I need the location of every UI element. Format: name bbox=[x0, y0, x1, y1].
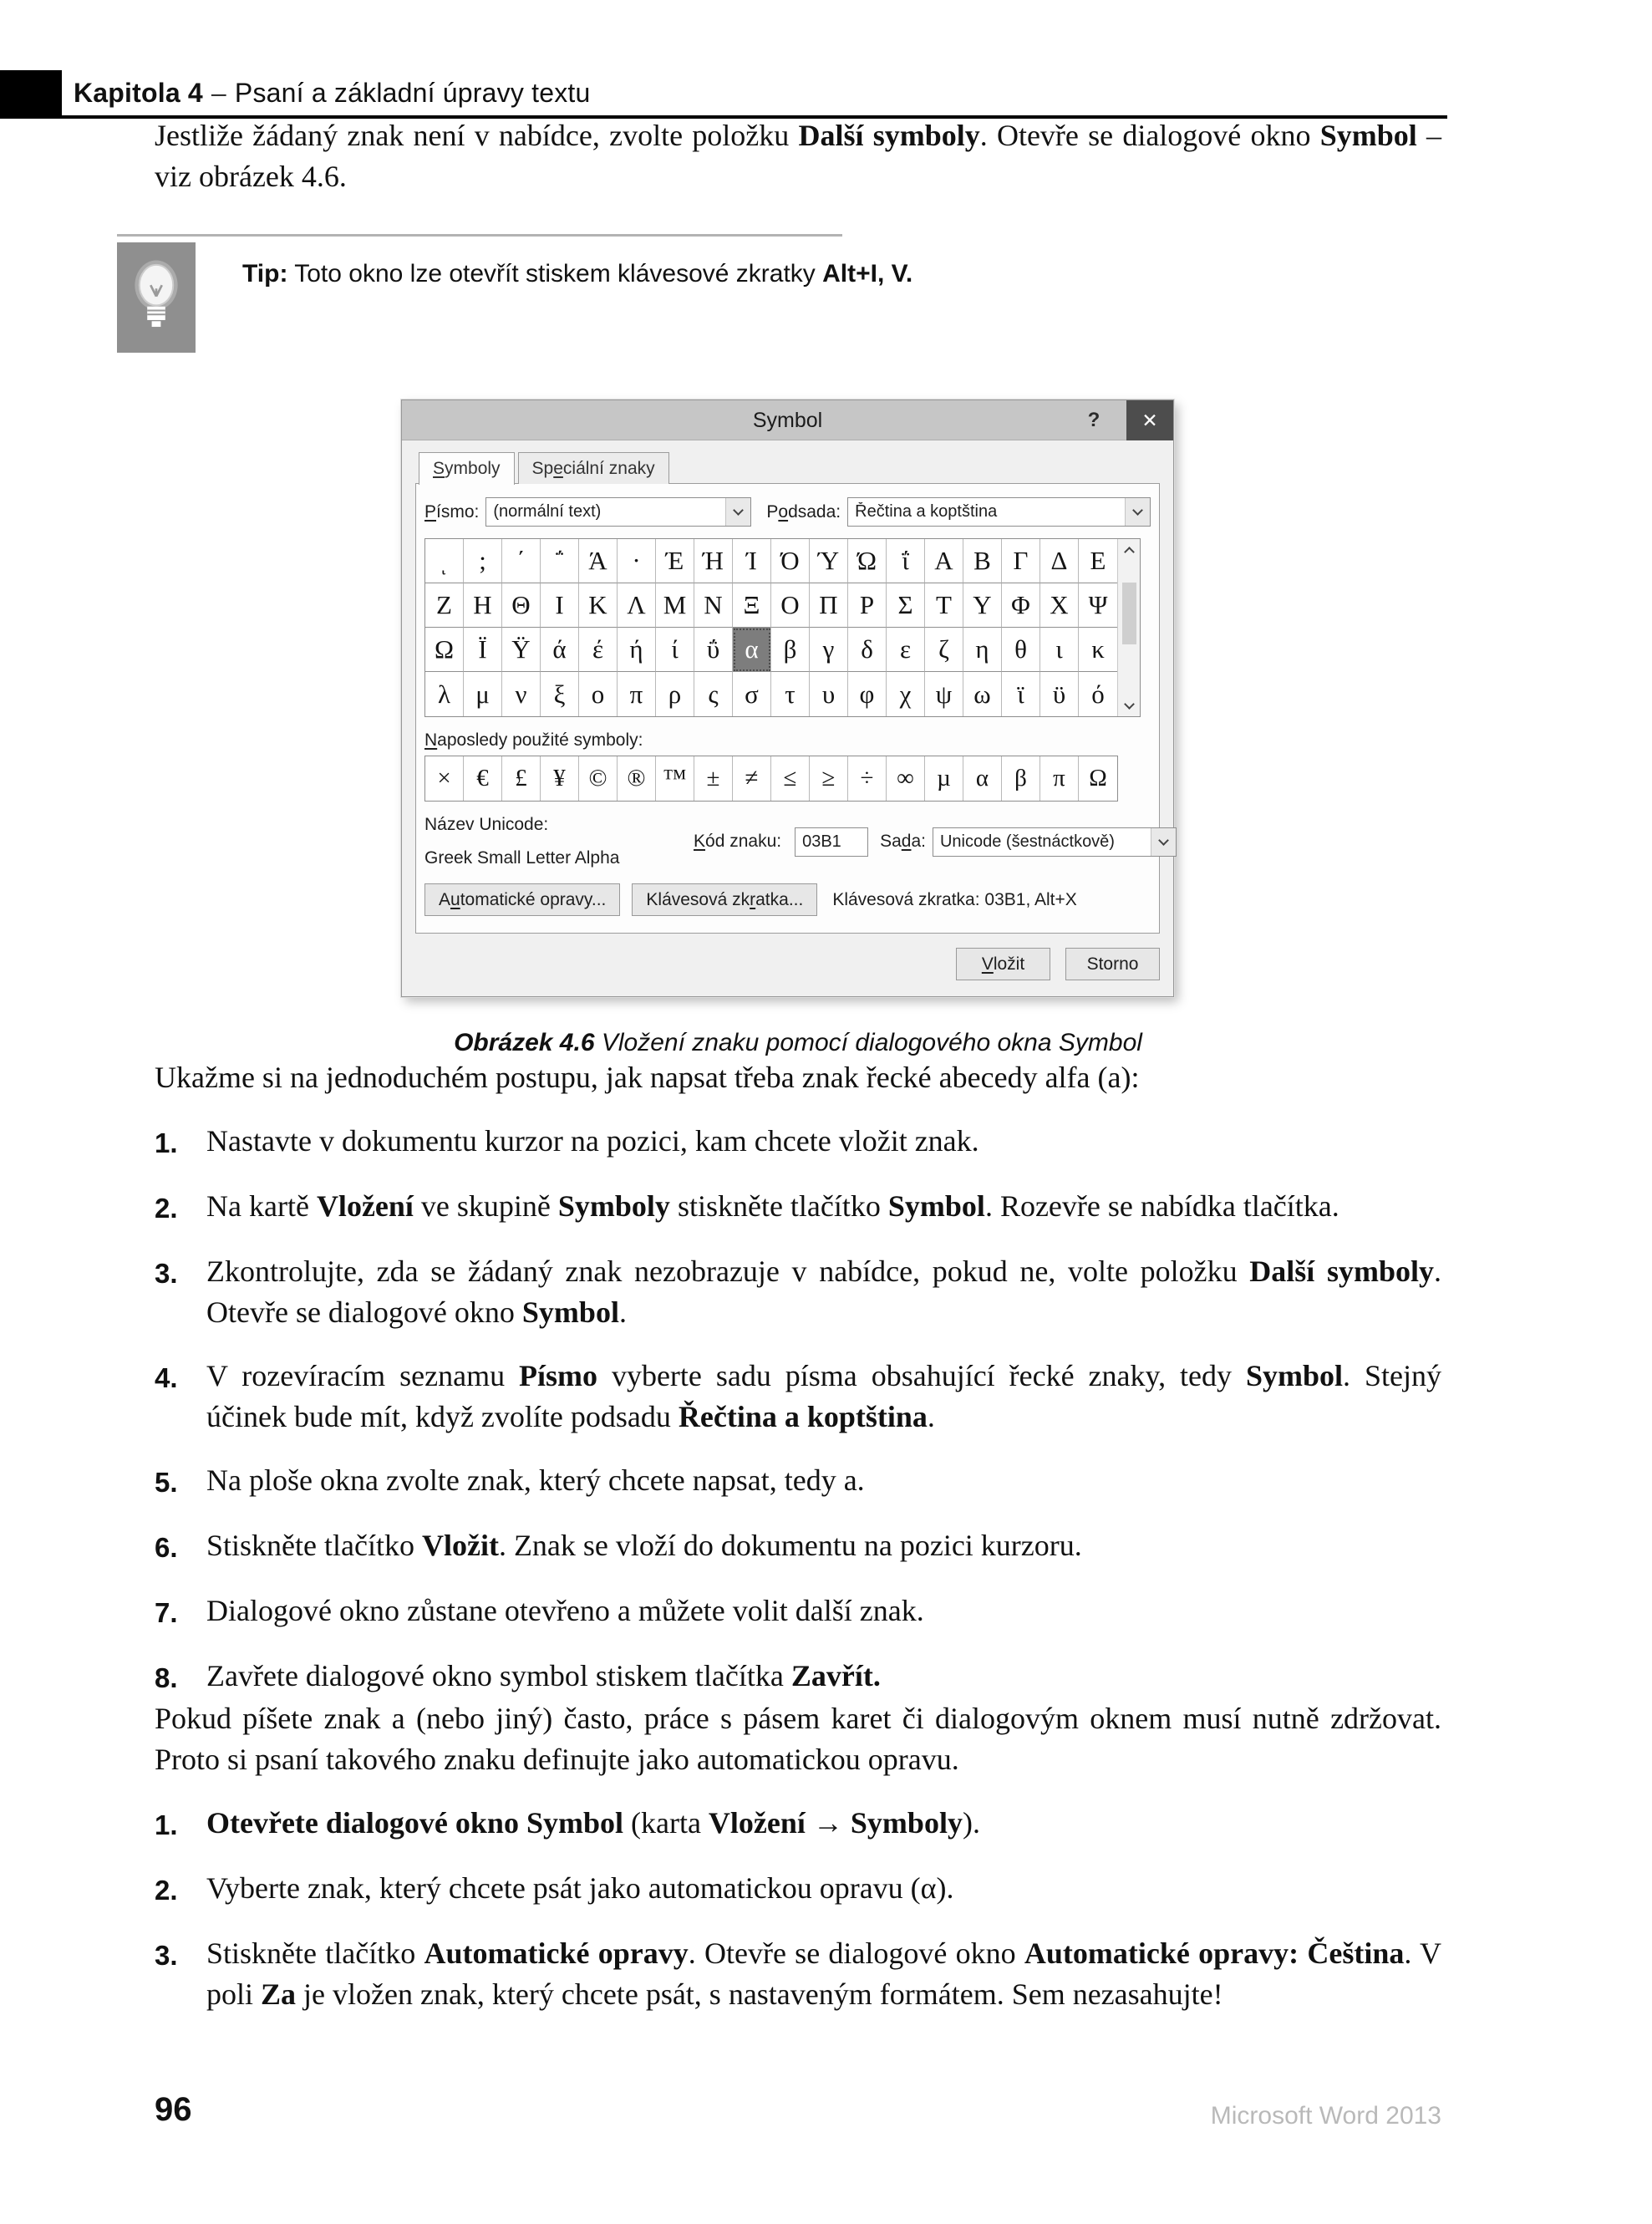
recent-symbol-cell[interactable]: £ bbox=[502, 756, 541, 801]
list-item-text: Zkontrolujte, zda se žádaný znak nezobrazuje v nabídce, pokud ne, volte položku Další symboly. Otevře se dialogové okno Symbol. bbox=[206, 1254, 1441, 1329]
recent-symbol-cell[interactable]: ∞ bbox=[887, 756, 925, 801]
recent-symbol-cell[interactable]: ™ bbox=[656, 756, 694, 801]
symbol-cell[interactable]: ΄ bbox=[502, 539, 541, 583]
list-item-text: Nastavte v dokumentu kurzor na pozici, kam chcete vložit znak. bbox=[206, 1124, 979, 1158]
symbol-cell[interactable]: Ϋ bbox=[502, 628, 541, 672]
symbol-cell[interactable]: ϋ bbox=[1040, 672, 1079, 716]
recent-symbol-cell[interactable]: © bbox=[579, 756, 618, 801]
list-item-text: Stiskněte tlačítko Vložit. Znak se vloží do dokumentu na pozici kurzoru. bbox=[206, 1529, 1082, 1562]
chapter-title: Psaní a základní úpravy textu bbox=[234, 78, 591, 108]
list-number: 4. bbox=[155, 1362, 178, 1393]
symbol-cell[interactable]: Ϊ bbox=[464, 628, 502, 672]
unicode-name-block bbox=[424, 815, 694, 868]
close-button[interactable]: ✕ bbox=[1126, 400, 1173, 440]
character-code-input[interactable]: 03B1 bbox=[795, 827, 868, 857]
symbol-grid[interactable] bbox=[425, 539, 1117, 716]
list-item bbox=[155, 1656, 1441, 1698]
subset-combobox[interactable] bbox=[847, 497, 1151, 527]
font-subset-row bbox=[424, 497, 1151, 527]
intro-paragraph: Jestliže žádaný znak není v nabídce, zvolte položku Další symboly. Otevře se dialogové okno Symbol – viz obrázek 4.6. bbox=[155, 119, 1441, 193]
figure-caption bbox=[155, 1029, 1441, 1057]
symbol-cell[interactable]: ς bbox=[694, 672, 733, 716]
symbol-cell[interactable]: ρ bbox=[656, 672, 694, 716]
set-combobox-dropdown[interactable] bbox=[1151, 828, 1176, 856]
symbol-cell[interactable]: ΅ bbox=[541, 539, 579, 583]
list-item bbox=[155, 1251, 1441, 1333]
subset-label: Podsada: bbox=[766, 501, 841, 522]
symbol-cell[interactable]: Ώ bbox=[848, 539, 887, 583]
symbol-cell[interactable]: Ο bbox=[771, 583, 810, 628]
scrollbar-thumb[interactable] bbox=[1122, 583, 1136, 644]
symbol-cell[interactable]: Σ bbox=[887, 583, 925, 628]
symbol-cell[interactable]: · bbox=[618, 539, 656, 583]
paragraph-ukazme: Ukažme si na jednoduchém postupu, jak napsat třeba znak řecké abecedy alfa (a): bbox=[155, 1061, 1140, 1094]
symbol-cell[interactable]: Ί bbox=[733, 539, 771, 583]
symbols-tab-page bbox=[415, 483, 1160, 934]
character-code-label: Kód znaku: bbox=[694, 832, 782, 851]
symbol-cell[interactable]: σ bbox=[733, 672, 771, 716]
chevron-down-icon bbox=[733, 505, 744, 516]
symbol-cell[interactable]: Χ bbox=[1040, 583, 1079, 628]
list-item bbox=[155, 1590, 1441, 1633]
steps-list-2 bbox=[155, 1803, 1441, 2015]
symbol-cell[interactable]: Κ bbox=[579, 583, 618, 628]
unicode-name-label: Název Unicode: bbox=[424, 815, 549, 834]
symbol-cell[interactable]: ϊ bbox=[1002, 672, 1040, 716]
symbol-cell[interactable]: ξ bbox=[541, 672, 579, 716]
symbol-grid-scrollbar[interactable] bbox=[1117, 539, 1140, 716]
chevron-up-icon bbox=[1124, 547, 1135, 557]
symbol-cell[interactable]: ΰ bbox=[694, 628, 733, 672]
list-item-text: Dialogové okno zůstane otevřeno a můžete volit další znak. bbox=[206, 1594, 924, 1627]
symbol-cell[interactable]: ψ bbox=[925, 672, 963, 716]
recent-symbols-row[interactable] bbox=[424, 756, 1118, 802]
symbol-cell[interactable]: Ψ bbox=[1079, 583, 1117, 628]
symbol-cell[interactable]: Ά bbox=[579, 539, 618, 583]
insert-button[interactable]: V ložit bbox=[956, 948, 1050, 980]
symbol-cell[interactable]: π bbox=[618, 672, 656, 716]
font-combobox[interactable] bbox=[485, 497, 751, 527]
tip-box bbox=[117, 234, 1441, 359]
symbol-cell[interactable]: Π bbox=[810, 583, 848, 628]
tip-text: Tip: Toto okno lze otevřít stiskem klávesové zkratky Alt+I, V. bbox=[242, 260, 913, 288]
list-item bbox=[155, 1868, 1441, 1911]
symbol-cell[interactable]: Ε bbox=[1079, 539, 1117, 583]
set-combobox[interactable] bbox=[933, 827, 1177, 857]
dialog-body bbox=[402, 440, 1173, 934]
symbol-cell[interactable]: μ bbox=[464, 672, 502, 716]
symbol-cell[interactable]: έ bbox=[579, 628, 618, 672]
symbol-cell[interactable]: ί bbox=[656, 628, 694, 672]
shortcut-key-button[interactable]: Klávesová zk r atka... bbox=[632, 883, 817, 916]
recent-symbol-cell[interactable]: ÷ bbox=[848, 756, 887, 801]
list-number: 8. bbox=[155, 1662, 178, 1693]
shortcut-info-text: Klávesová zkratka: 03B1, Alt+X bbox=[832, 889, 1077, 909]
symbol-cell[interactable]: κ bbox=[1079, 628, 1117, 672]
recent-symbol-cell[interactable]: α bbox=[963, 756, 1002, 801]
scroll-up-button[interactable] bbox=[1118, 539, 1140, 561]
symbol-cell[interactable]: λ bbox=[425, 672, 464, 716]
list-item bbox=[155, 1460, 1441, 1503]
recent-symbols-label: Naposledy použité symboly: bbox=[424, 730, 643, 750]
symbol-cell[interactable]: ά bbox=[541, 628, 579, 672]
unicode-name-value: Greek Small Letter Alpha bbox=[424, 848, 620, 868]
symbol-cell[interactable]: ; bbox=[464, 539, 502, 583]
symbol-cell[interactable]: ε bbox=[887, 628, 925, 672]
symbol-cell[interactable]: Γ bbox=[1002, 539, 1040, 583]
list-item-text: Na kartě Vložení ve skupině Symboly stiskněte tlačítko Symbol. Rozevře se nabídka tlačítka. bbox=[206, 1189, 1339, 1223]
dialog-title: Symbol bbox=[752, 408, 823, 432]
symbol-cell[interactable]: ζ bbox=[925, 628, 963, 672]
symbol-dialog-window bbox=[401, 400, 1174, 997]
symbol-cell[interactable]: η bbox=[963, 628, 1002, 672]
recent-symbol-cell[interactable]: Ω bbox=[1089, 765, 1107, 791]
list-item bbox=[155, 1121, 1441, 1163]
running-head bbox=[74, 78, 591, 109]
list-number: 2. bbox=[155, 1193, 178, 1224]
recent-symbol-cell[interactable]: ± bbox=[694, 756, 733, 801]
scroll-down-button[interactable] bbox=[1118, 695, 1140, 716]
page-number: 96 bbox=[155, 2091, 192, 2128]
symbol-cell[interactable]: ο bbox=[579, 672, 618, 716]
list-item-text: Stiskněte tlačítko Automatické opravy. Otevře se dialogové okno Automatické opravy: Čeština. V poli Za je vložen znak, který chcete psát, s nastaveným formátem. Sem nezasahujte! bbox=[206, 1936, 1441, 2011]
chevron-down-icon bbox=[1124, 699, 1135, 710]
set-combobox-value: Unicode (šestnáctkově) bbox=[939, 832, 1115, 851]
list-item-text: V rozevíracím seznamu Písmo vyberte sadu písma obsahující řecké znaky, tedy Symbol. Stejný účinek bude mít, když zvolíte podsadu Řečtina a koptština. bbox=[206, 1359, 1441, 1433]
symbol-cell[interactable]: α bbox=[733, 628, 771, 672]
help-button[interactable]: ? bbox=[1087, 409, 1100, 431]
symbol-cell[interactable]: Ξ bbox=[733, 583, 771, 628]
page-content bbox=[155, 115, 1441, 2015]
symbol-cell[interactable]: Ω bbox=[425, 628, 464, 672]
symbol-cell[interactable]: ω bbox=[963, 672, 1002, 716]
symbol-cell[interactable]: Φ bbox=[1002, 583, 1040, 628]
list-number: 6. bbox=[155, 1532, 178, 1563]
set-label: Sada: bbox=[880, 832, 926, 851]
symbol-cell[interactable]: Έ bbox=[656, 539, 694, 583]
figure-caption-number: Obrázek 4.6 bbox=[454, 1029, 595, 1056]
symbol-cell[interactable]: ι bbox=[1040, 628, 1079, 672]
symbol-cell[interactable]: Ν bbox=[694, 583, 733, 628]
paragraph-pokud: Pokud píšete znak a (nebo jiný) často, práce s pásem karet či dialogovým oknem musí nutně zdržovat. Proto si psaní takového znaku definujte jako automatickou opravu. bbox=[155, 1702, 1441, 1776]
recent-symbol-cell[interactable]: β bbox=[1002, 756, 1040, 801]
symbol-cell[interactable]: Α bbox=[925, 539, 963, 583]
symbol-cell[interactable]: Τ bbox=[925, 583, 963, 628]
tab-symbols[interactable]: Symboly bbox=[419, 452, 515, 485]
symbol-cell[interactable]: τ bbox=[771, 672, 810, 716]
list-item bbox=[155, 1356, 1441, 1438]
figure-caption-text: Vložení znaku pomocí dialogového okna Symbol bbox=[594, 1029, 1142, 1056]
list-item bbox=[155, 1933, 1441, 2015]
list-number: 1. bbox=[155, 1809, 178, 1840]
symbol-cell[interactable]: Μ bbox=[656, 583, 694, 628]
list-item bbox=[155, 1186, 1441, 1229]
list-item bbox=[155, 1525, 1441, 1568]
recent-symbol-cell[interactable]: ® bbox=[618, 756, 656, 801]
symbol-cell[interactable]: δ bbox=[848, 628, 887, 672]
list-number: 7. bbox=[155, 1597, 178, 1628]
symbol-cell[interactable]: Δ bbox=[1040, 539, 1079, 583]
recent-symbol-cell[interactable]: ≤ bbox=[771, 756, 810, 801]
subset-combobox-dropdown[interactable] bbox=[1125, 498, 1150, 526]
list-number: 2. bbox=[155, 1875, 178, 1906]
lightbulb-icon bbox=[117, 242, 196, 353]
symbol-grid-container bbox=[424, 538, 1141, 717]
list-number: 1. bbox=[155, 1127, 178, 1158]
symbol-cell[interactable]: ΐ bbox=[887, 539, 925, 583]
list-item-text: Otevřete dialogové okno Symbol (karta Vložení → Symboly). bbox=[206, 1806, 980, 1840]
font-label: Písmo: bbox=[424, 501, 480, 522]
dialog-titlebar[interactable] bbox=[402, 400, 1173, 440]
symbol-cell[interactable]: φ bbox=[848, 672, 887, 716]
symbol-cell[interactable]: Θ bbox=[502, 583, 541, 628]
font-combobox-value: (normální text) bbox=[493, 502, 602, 521]
symbol-cell[interactable]: Ζ bbox=[425, 583, 464, 628]
dialog-tabs bbox=[415, 452, 1160, 484]
list-item-text: Zavřete dialogové okno symbol stiskem tlačítka Zavřít. bbox=[206, 1659, 881, 1692]
symbol-cell[interactable]: ό bbox=[1091, 679, 1105, 709]
dialog-footer bbox=[402, 934, 1173, 996]
page-header bbox=[0, 70, 1447, 119]
symbol-cell[interactable]: Ι bbox=[541, 583, 579, 628]
symbol-cell[interactable]: ν bbox=[502, 672, 541, 716]
symbol-cell[interactable]: Β bbox=[963, 539, 1002, 583]
recent-symbol-cell[interactable]: π bbox=[1040, 756, 1079, 801]
list-number: 5. bbox=[155, 1467, 178, 1498]
symbol-cell[interactable]: ή bbox=[618, 628, 656, 672]
symbol-cell[interactable]: Ύ bbox=[810, 539, 848, 583]
cancel-button[interactable]: Storno bbox=[1065, 948, 1160, 980]
subset-combobox-value: Řečtina a koptština bbox=[855, 502, 998, 521]
chevron-down-icon bbox=[1132, 505, 1143, 516]
recent-symbol-cell[interactable]: ≥ bbox=[810, 756, 848, 801]
recent-symbol-cell[interactable]: ¥ bbox=[541, 756, 579, 801]
chapter-tab-marker bbox=[0, 70, 62, 115]
list-number: 3. bbox=[155, 1258, 178, 1289]
chevron-down-icon bbox=[1158, 835, 1169, 846]
recent-symbol-cell[interactable]: ≠ bbox=[733, 756, 771, 801]
symbol-cell[interactable]: Η bbox=[464, 583, 502, 628]
symbol-cell[interactable]: ͺ bbox=[425, 539, 464, 583]
header-separator: – bbox=[211, 78, 226, 108]
symbol-cell[interactable]: β bbox=[771, 628, 810, 672]
symbol-cell[interactable]: Ρ bbox=[848, 583, 887, 628]
dialog-button-row bbox=[424, 883, 1151, 916]
footer-app-label: Microsoft Word 2013 bbox=[1210, 2102, 1441, 2130]
recent-symbol-cell[interactable]: € bbox=[464, 756, 502, 801]
symbol-cell[interactable]: Ή bbox=[694, 539, 733, 583]
symbol-cell[interactable]: θ bbox=[1002, 628, 1040, 672]
symbol-cell[interactable]: Υ bbox=[963, 583, 1002, 628]
list-item-text: Na ploše okna zvolte znak, který chcete napsat, tedy a. bbox=[206, 1463, 865, 1497]
symbol-cell[interactable]: Λ bbox=[618, 583, 656, 628]
list-number: 3. bbox=[155, 1940, 178, 1971]
symbol-cell[interactable]: γ bbox=[810, 628, 848, 672]
recent-symbol-cell[interactable]: × bbox=[425, 756, 464, 801]
chapter-label: Kapitola 4 bbox=[74, 78, 203, 108]
character-code-block bbox=[694, 827, 1177, 857]
tab-special-characters[interactable]: Speciální znaky bbox=[518, 452, 669, 484]
symbol-cell[interactable]: χ bbox=[887, 672, 925, 716]
list-item bbox=[155, 1803, 1441, 1845]
autocorrect-button[interactable]: A u tomatické opravy... bbox=[424, 883, 620, 916]
steps-list-1 bbox=[155, 1121, 1441, 1698]
recent-symbol-cell[interactable]: µ bbox=[925, 756, 963, 801]
symbol-cell[interactable]: υ bbox=[810, 672, 848, 716]
list-item-text: Vyberte znak, který chcete psát jako automatickou opravu (α). bbox=[206, 1871, 954, 1905]
symbol-cell[interactable]: Ό bbox=[771, 539, 810, 583]
unicode-info-row bbox=[424, 815, 1151, 868]
font-combobox-dropdown[interactable] bbox=[725, 498, 750, 526]
